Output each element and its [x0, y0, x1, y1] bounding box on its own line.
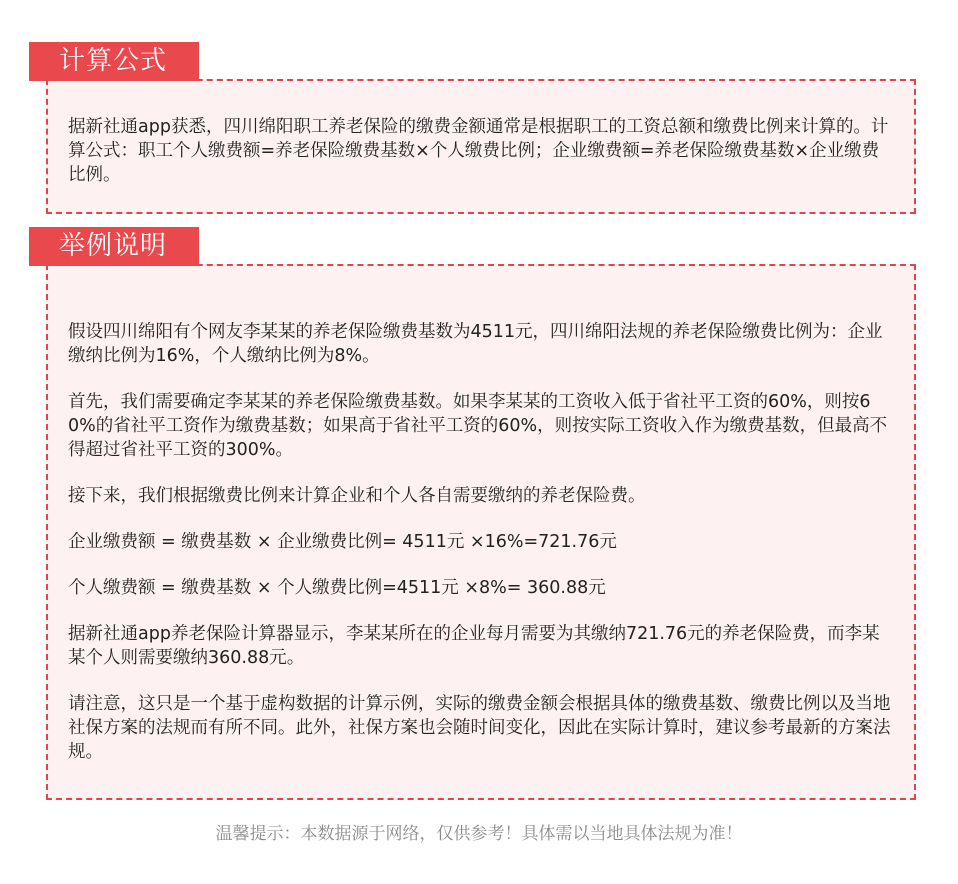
example-paragraph-next: 接下来，我们根据缴费比例来计算企业和个人各自需要缴纳的养老保险费。: [68, 486, 646, 506]
example-paragraph-base: 首先，我们需要确定李某某的养老保险缴费基数。如果李某某的工资收入低于省社平工资的60%，则按60%的省社平工资作为缴费基数；如果高于省社平工资的60%，则按实际工资收入作为缴费基数，但最高不得超过省社平工资的300%。: [68, 392, 888, 460]
formula-panel: [46, 79, 916, 214]
formula-text: 据新社通app获悉，四川绵阳职工养老保险的缴费金额通常是根据职工的工资总额和缴费比例来计算的。计算公式：职工个人缴费额=养老保险缴费基数×个人缴费比例；企业缴费额=养老保险缴费基数×企业缴费比例。: [68, 117, 889, 185]
section-title-formula: 计算公式: [29, 42, 199, 81]
example-paragraph-notice: 请注意，这只是一个基于虚构数据的计算示例，实际的缴费金额会根据具体的缴费基数、缴费比例以及当地社保方案的法规而有所不同。此外，社保方案也会随时间变化，因此在实际计算时，建议参考最新的方案法规。: [68, 694, 891, 762]
example-paragraph-personal-formula: 个人缴费额 = 缴费基数 × 个人缴费比例=4511元 ×8%= 360.88元: [68, 578, 606, 598]
example-panel: [46, 264, 916, 800]
section-title-example: 举例说明: [29, 227, 199, 266]
example-paragraph-assumption: 假设四川绵阳有个网友李某某的养老保险缴费基数为4511元，四川绵阳法规的养老保险缴费比例为：企业缴纳比例为16%，个人缴纳比例为8%。: [68, 322, 883, 366]
footer-note: 温馨提示：本数据源于网络，仅供参考！具体需以当地具体法规为准！: [215, 824, 743, 844]
example-paragraph-result: 据新社通app养老保险计算器显示，李某某所在的企业每月需要为其缴纳721.76元的养老保险费，而李某某个人则需要缴纳360.88元。: [68, 624, 880, 668]
example-paragraph-enterprise-formula: 企业缴费额 = 缴费基数 × 企业缴费比例= 4511元 ×16%=721.76元: [68, 532, 617, 552]
